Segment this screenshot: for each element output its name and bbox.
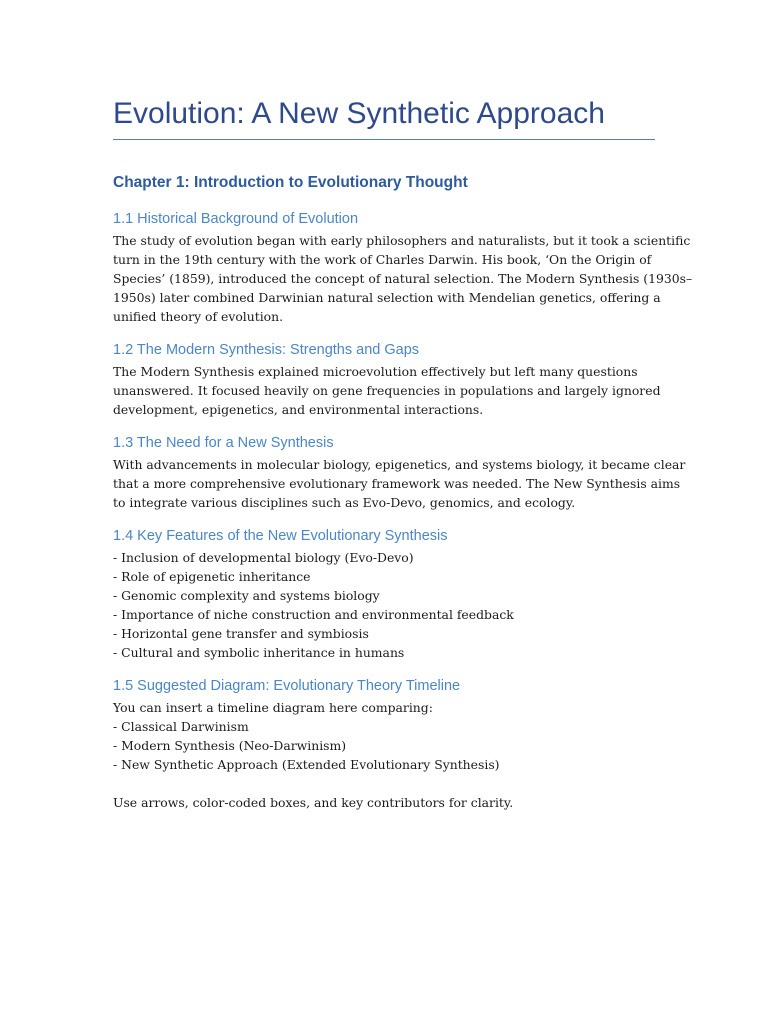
body-line: Species’ (1859), introduced the concept of natural selection. The Modern Synthesis (1930s– [113, 271, 693, 286]
body-line: You can insert a timeline diagram here comparing: [113, 700, 433, 715]
body-line: to integrate various disciplines such as Evo-Devo, genomics, and ecology. [113, 495, 576, 510]
document-title: Evolution: A New Synthetic Approach [113, 96, 655, 140]
list-item: - Cultural and symbolic inheritance in humans [113, 645, 405, 660]
body-line: With advancements in molecular biology, epigenetics, and systems biology, it became clear [113, 457, 686, 472]
section-need-for-new-synthesis [113, 434, 686, 512]
body-line: unanswered. It focused heavily on gene frequencies in populations and largely ignored [113, 383, 661, 398]
section-key-features [113, 527, 655, 662]
blank-line [113, 774, 655, 793]
body-line: that a more comprehensive evolutionary framework was needed. The New Synthesis aims [113, 476, 681, 491]
list-item: - Genomic complexity and systems biology [113, 588, 380, 603]
section-heading: 1.5 Suggested Diagram: Evolutionary Theory Timeline [113, 678, 461, 694]
section-body [113, 548, 655, 662]
section-heading: 1.3 The Need for a New Synthesis [113, 435, 334, 451]
section-historical-background [113, 210, 693, 326]
body-line: Use arrows, color-coded boxes, and key contributors for clarity. [113, 795, 514, 810]
chapter-heading: Chapter 1: Introduction to Evolutionary Thought [113, 174, 468, 191]
section-body [113, 698, 655, 812]
list-item: - Modern Synthesis (Neo-Darwinism) [113, 738, 347, 753]
section-heading: 1.1 Historical Background of Evolution [113, 211, 359, 227]
list-item: - Horizontal gene transfer and symbiosis [113, 626, 369, 641]
body-line: development, epigenetics, and environmental interactions. [113, 402, 484, 417]
body-line: The study of evolution began with early philosophers and naturalists, but it took a scientific [113, 233, 691, 248]
section-heading: 1.4 Key Features of the New Evolutionary Synthesis [113, 528, 448, 544]
list-item: - Inclusion of developmental biology (Evo-Devo) [113, 550, 414, 565]
list-item: - Classical Darwinism [113, 719, 249, 734]
section-body [113, 455, 686, 512]
section-body [113, 362, 661, 419]
section-heading: 1.2 The Modern Synthesis: Strengths and Gaps [113, 342, 420, 358]
body-line: The Modern Synthesis explained microevolution effectively but left many questions [113, 364, 638, 379]
document-content [113, 96, 693, 812]
body-line: unified theory of evolution. [113, 309, 284, 324]
section-body [113, 231, 693, 326]
body-line: turn in the 19th century with the work of Charles Darwin. His book, ‘On the Origin of [113, 252, 652, 267]
section-modern-synthesis [113, 341, 661, 419]
section-suggested-diagram [113, 677, 655, 812]
list-item: - Importance of niche construction and environmental feedback [113, 607, 514, 622]
body-line: 1950s) later combined Darwinian natural selection with Mendelian genetics, offering a [113, 290, 661, 305]
list-item: - Role of epigenetic inheritance [113, 569, 311, 584]
list-item: - New Synthetic Approach (Extended Evolutionary Synthesis) [113, 757, 500, 772]
